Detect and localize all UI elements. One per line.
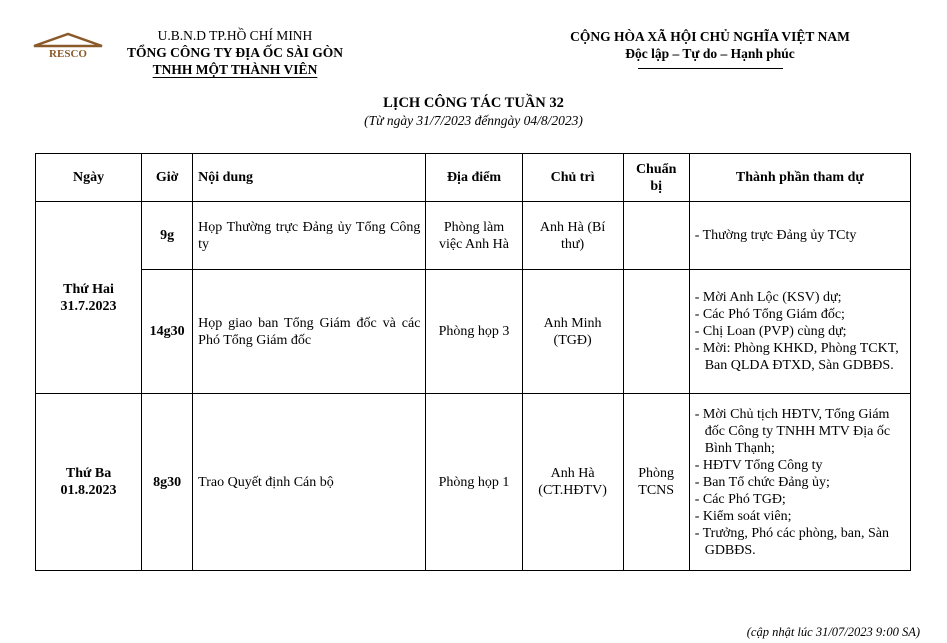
table-header-row: [36, 154, 911, 202]
organization-header: [100, 27, 370, 78]
table-row: [36, 270, 911, 394]
day-cell: [36, 394, 142, 571]
table-row: [36, 202, 911, 270]
time-cell: 9g: [142, 202, 193, 270]
national-header: [535, 28, 885, 69]
day-date: 01.8.2023: [60, 483, 117, 498]
attendee-item: - Mời Anh Lộc (KSV) dự;: [694, 290, 842, 305]
attendee-item: - Thường trực Đảng ủy TCty: [694, 228, 857, 243]
chair-cell: Anh Hà (CT.HĐTV): [522, 394, 623, 571]
place-cell: Phòng họp 3: [426, 270, 522, 394]
attendee-item: - HĐTV Tổng Công ty: [694, 457, 823, 473]
content-cell: Họp giao ban Tổng Giám đốc và các Phó Tổng Giám đốc: [193, 270, 426, 394]
time-cell: 8g30: [142, 394, 193, 571]
content-cell: Trao Quyết định Cán bộ: [193, 394, 426, 571]
resco-logo: [32, 32, 104, 60]
chair-cell: Anh Minh (TGĐ): [522, 270, 623, 394]
prep-cell: Phòng TCNS: [623, 394, 689, 571]
day-name: Thứ Hai: [63, 281, 114, 297]
prep-cell: [623, 202, 689, 270]
page-subtitle: (Từ ngày 31/7/2023 đếnngày 04/8/2023): [364, 113, 583, 128]
attendee-item: - Các Phó Tổng Giám đốc;: [694, 307, 845, 322]
company-name: TỔNG CÔNG TY ĐỊA ỐC SÀI GÒN: [126, 45, 344, 60]
national-motto: Độc lập – Tự do – Hạnh phúc: [625, 46, 795, 61]
day-date: 31.7.2023: [60, 298, 117, 314]
attendees-cell: [689, 394, 910, 571]
prep-cell: [623, 270, 689, 394]
chair-cell: Anh Hà (Bí thư): [522, 202, 623, 270]
attendee-item: - Ban Tổ chức Đảng ủy;: [694, 474, 830, 490]
header-attendees: Thành phần tham dự: [689, 154, 910, 202]
city-committee: U.B.N.D TP.HỒ CHÍ MINH: [157, 28, 313, 43]
attendees-cell: [689, 202, 910, 270]
day-name: Thứ Ba: [65, 466, 112, 481]
schedule-table: [35, 153, 911, 571]
motto-underline: [638, 68, 783, 69]
attendee-item: - Kiểm soát viên;: [694, 508, 792, 524]
attendee-item: - Chị Loan (PVP) cùng dự;: [694, 324, 847, 339]
page-title: LỊCH CÔNG TÁC TUẦN 32: [383, 95, 564, 111]
header-day: Ngày: [36, 154, 142, 202]
time-cell: 14g30: [142, 270, 193, 394]
attendee-item: - Mời: Phòng KHKD, Phòng TCKT, Ban QLDA ĐTXD, Sàn GDBĐS.: [694, 341, 899, 373]
company-type: TNHH MỘT THÀNH VIÊN: [152, 62, 318, 77]
last-updated: (cập nhật lúc 31/07/2023 9:00 SA): [746, 625, 920, 639]
national-title: CỘNG HÒA XÃ HỘI CHỦ NGHĨA VIỆT NAM: [570, 29, 850, 44]
attendee-item: - Mời Chủ tịch HĐTV, Tổng Giám đốc Công ty TNHH MTV Địa ốc Bình Thạnh;: [694, 406, 891, 456]
table-row: [36, 394, 911, 571]
logo-text: RESCO: [49, 48, 87, 60]
attendee-item: - Trưởng, Phó các phòng, ban, Sàn GDBĐS.: [694, 525, 889, 558]
place-cell: Phòng làm việc Anh Hà: [426, 202, 522, 270]
header-content: Nội dung: [193, 154, 426, 202]
header-time: Giờ: [142, 154, 193, 202]
day-cell: [36, 202, 142, 394]
place-cell: Phòng họp 1: [426, 394, 522, 571]
header-place: Địa điểm: [426, 154, 522, 202]
header-prep: Chuẩn bị: [623, 154, 689, 202]
attendee-item: - Các Phó TGĐ;: [694, 491, 786, 507]
attendees-cell: [689, 270, 910, 394]
header-chair: Chủ trì: [522, 154, 623, 202]
content-cell: Họp Thường trực Đảng ủy Tổng Công ty: [193, 202, 426, 270]
